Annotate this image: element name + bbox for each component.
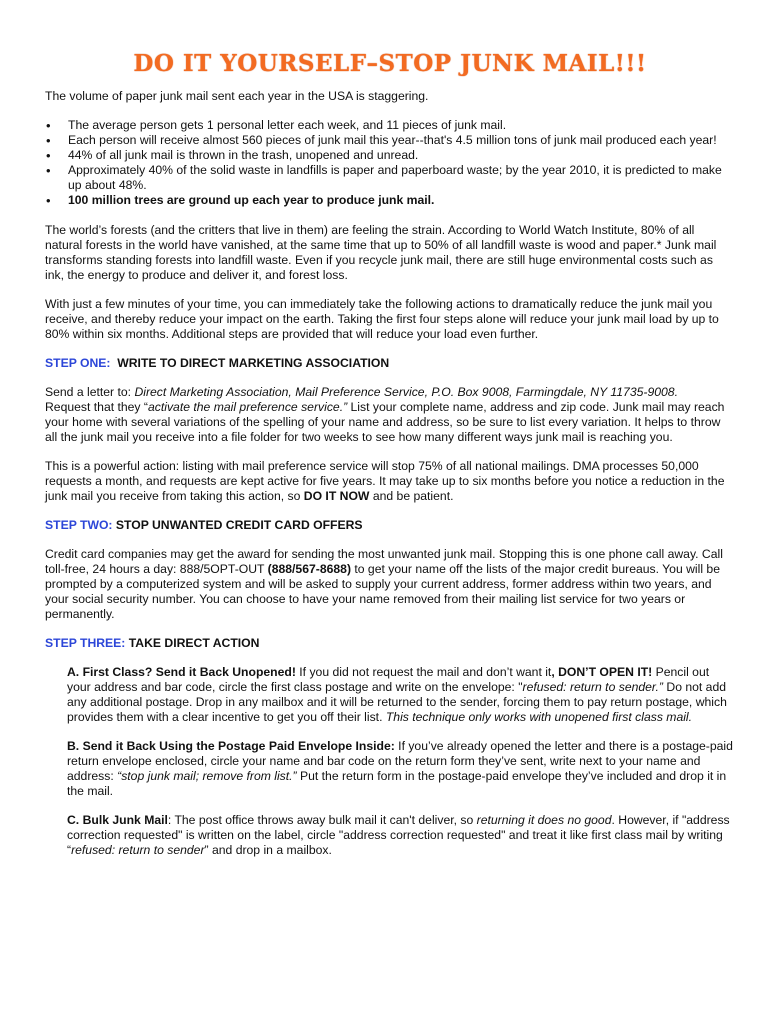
step-one-heading [45, 356, 735, 371]
option-b-heading: B. Send it Back Using the Postage Paid Envelope Inside: [67, 739, 395, 753]
do-it-now: DO IT NOW [303, 489, 370, 503]
text-run: Put the return form in the postage-paid envelope they’ve included and drop it in the mail. [67, 769, 727, 798]
step-one-paragraph-1 [45, 385, 735, 445]
list-item-emphasis [68, 193, 735, 208]
refused-phrase: refused: return to sender [71, 843, 205, 857]
request-phrase: activate the mail preference service.” [147, 400, 348, 414]
text-run: Pencil out your address and bar code, circle the first class postage and write on the envelope: " [67, 665, 710, 694]
text-run: and be patient. [369, 489, 454, 503]
forests-paragraph: The world’s forests (and the critters that live in them) are feeling the strain. According to World Watch Institute, 80% of all natural forests in the world have vanished, at the same time that up to 50% of all landfill waste is wood and paper.* Junk mail transforms standing forests into landfill waste. Even if you recycle junk mail, there are still huge environmental costs such as ink, the energy to produce and deliver it, and forest loss. [45, 223, 717, 282]
list-item: • The average person gets 1 personal letter each week, and 11 pieces of junk mail. [68, 118, 735, 133]
step-one-title: WRITE TO DIRECT MARKETING ASSOCIATION [117, 356, 390, 370]
refused-phrase: refused: return to sender.” [522, 680, 663, 694]
step-two-label: STEP TWO: [45, 518, 113, 532]
no-good-phrase: returning it does no good [476, 813, 612, 827]
option-c-heading: C. Bulk Junk Mail [67, 813, 168, 827]
step-three-option-a [45, 665, 735, 725]
text-run: Request that they “ [45, 400, 148, 414]
page-title: DO IT YOURSELF–STOP JUNK MAIL!!! [133, 50, 647, 77]
dont-open-it: , DON’T OPEN IT! [551, 665, 653, 679]
list-item: • Each person will receive almost 560 pieces of junk mail this year--that's 4.5 million tons of junk mail produced each year! [68, 133, 735, 148]
step-two-paragraph [45, 547, 735, 622]
option-a-heading: A. First Class? Send it Back Unopened! [67, 665, 296, 679]
dma-address: Direct Marketing Association, Mail Preference Service, P.O. Box 9008, Farmingdale, NY 11735-9008. [134, 385, 678, 399]
document-page [45, 50, 735, 872]
text-run: If you did not request the mail and don’t want it [295, 665, 552, 679]
technique-note: This technique only works with unopened first class mail. [385, 710, 693, 724]
step-one-label: STEP ONE: [45, 356, 111, 370]
bold-statistic: 100 million trees are ground up each year to produce junk mail. [68, 193, 435, 207]
text-run: ” and drop in a mailbox. [204, 843, 332, 857]
step-one-paragraph-2 [45, 459, 735, 504]
step-two-title: STOP UNWANTED CREDIT CARD OFFERS [112, 518, 363, 532]
text-run: : The post office throws away bulk mail it can't deliver, so [167, 813, 477, 827]
step-three-heading [45, 636, 735, 651]
text-run: Credit card companies may get the award for sending the most unwanted junk mail. Stopping this is one phone call away. Call toll-free, 24 hours a day: 888/5OPT-OUT [45, 547, 723, 576]
step-two-heading [45, 518, 735, 533]
actions-paragraph: With just a few minutes of your time, you can immediately take the following actions to dramatically reduce the junk mail you receive, and thereby reduce your impact on the earth. Taking the first four steps alone will reduce your junk mail load by up to 80% within six months. Additional steps are provided that will reduce your load even further. [45, 297, 719, 341]
statistics-list [45, 118, 735, 208]
phone-number: (888/567-8688) [267, 562, 351, 576]
step-three-option-c [45, 813, 735, 858]
step-three-option-b [45, 739, 735, 799]
text-run: This is a powerful action: listing with mail preference service will stop 75% of all national mailings. DMA processes 50,000 requests a month, and requests are kept active for five years. It may take up to six months before you notice a reduction in the junk mail you receive from taking this action, so [45, 459, 725, 503]
text-run: If you’ve already opened the letter and there is a postage-paid return envelope enclosed, circle your name and bar code on the return form they’ve sent, write next to your name and address: [67, 739, 733, 783]
text-run: Do not add any additional postage. Drop in any mailbox and it will be returned to the sender, forcing them to pay return postage, which provides them with a clear incentive to get you off their list. [67, 680, 727, 724]
list-item: • 44% of all junk mail is thrown in the trash, unopened and unread. [68, 148, 735, 163]
text-run: . However, if "address correction requested" is written on the label, circle "address correction requested" and treat it like first class mail by writing “ [67, 813, 730, 857]
text-run: List your complete name, address and zip code. Junk mail may reach your home with several variations of the spelling of your name and address, so be sure to list every variation. It helps to throw all the junk mail you receive into a file folder for two weeks to see how many different ways junk mail is reaching you. [45, 400, 725, 444]
intro-paragraph: The volume of paper junk mail sent each year in the USA is staggering. [45, 89, 429, 103]
list-item: • Approximately 40% of the solid waste in landfills is paper and paperboard waste; by the year 2010, it is predicted to make up about 48%. [68, 163, 735, 193]
text-run: to get your name off the lists of the major credit bureaus. You will be prompted by a computerized system and will be asked to supply your current address, former address within two years, and your social security number. You can choose to have your name removed from their mailing list service for two years or permanently. [45, 562, 720, 621]
step-three-label: STEP THREE: [45, 636, 126, 650]
stop-junk-phrase: “stop junk mail; remove from list.” [117, 769, 297, 783]
step-three-title: TAKE DIRECT ACTION [125, 636, 260, 650]
text-run: Send a letter to: [45, 385, 135, 399]
